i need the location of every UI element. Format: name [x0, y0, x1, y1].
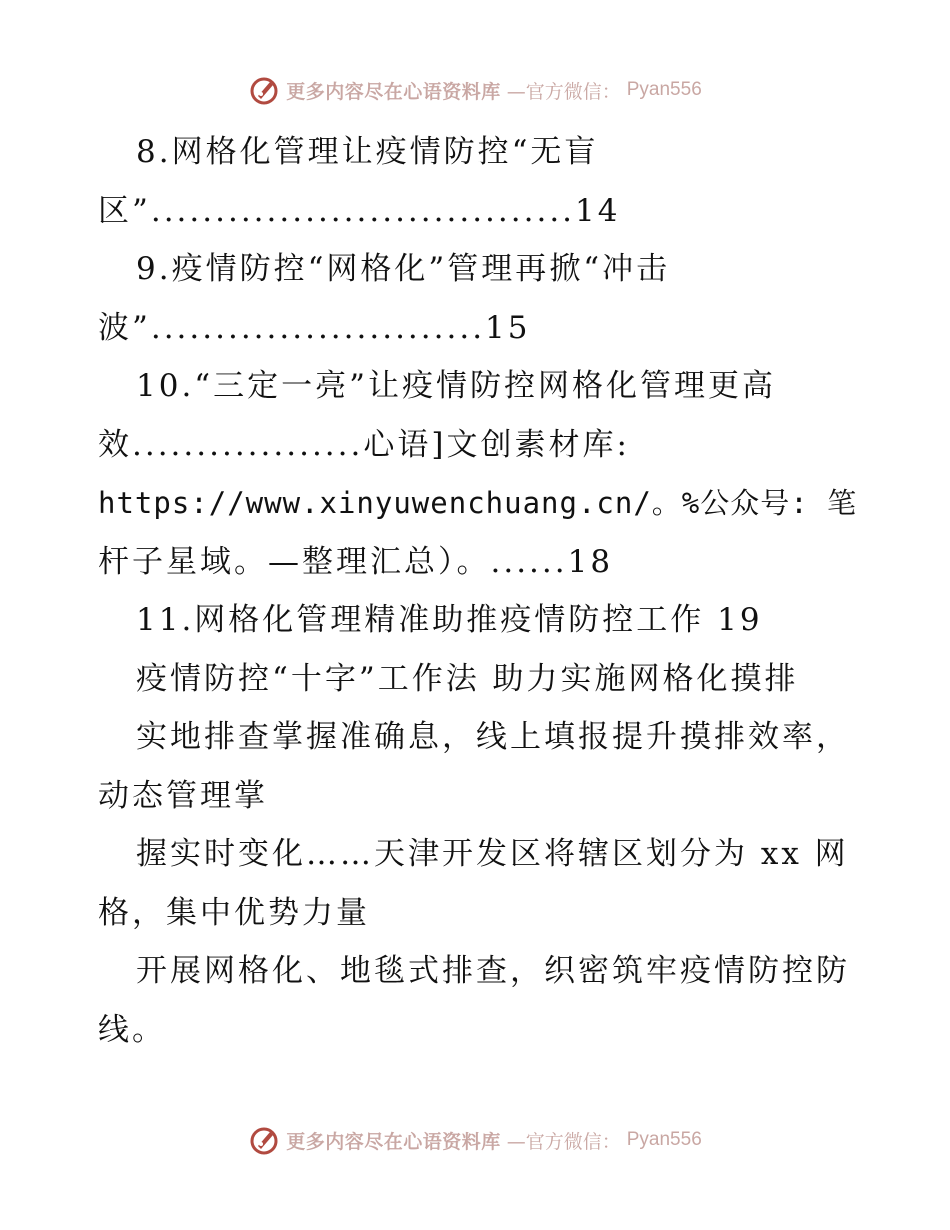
- paragraph-line: 握实时变化……天津开发区将辖区划分为 xx 网: [136, 836, 849, 872]
- document-body: [98, 123, 858, 1059]
- banner-title: 更多内容尽在心语资料库: [286, 80, 501, 103]
- paragraph-line: 格，集中优势力量: [98, 894, 370, 931]
- toc-entry-9-title: 9.疫情防控“网格化”管理再掀“冲击: [136, 251, 671, 287]
- banner-subtitle: —官方微信：: [506, 80, 621, 103]
- paragraph-line: 开展网格化、地毯式排查，织密筑牢疫情防控防: [136, 953, 850, 989]
- banner-title: 更多内容尽在心语资料库: [286, 1130, 501, 1153]
- toc-entry-10-title: 10.“三定一亮”让疫情防控网格化管理更高: [136, 368, 776, 404]
- toc-entry-8-title: 8.网格化管理让疫情防控“无盲: [136, 134, 599, 170]
- pen-nib-logo-icon: [248, 74, 280, 106]
- paragraph-line: 线。: [98, 1011, 166, 1048]
- section-heading: 疫情防控“十字”工作法 助力实施网格化摸排: [136, 660, 799, 697]
- header-banner: [0, 70, 950, 110]
- banner-subtitle: —官方微信：: [506, 1130, 621, 1153]
- banner-wechat-id: Pyan556: [626, 79, 702, 100]
- toc-entry-10-url: https://www.xinyuwenchuang.cn/。%公众号: 笔: [98, 486, 858, 520]
- footer-banner: [0, 1120, 950, 1160]
- pen-nib-logo-icon: [248, 1124, 280, 1156]
- toc-entry-10-page: 杆子星域。—整理汇总）。......18: [98, 543, 614, 580]
- toc-entry-10-leader: 效..................心语]文创素材库:: [98, 426, 630, 463]
- banner-wechat-id: Pyan556: [626, 1129, 702, 1150]
- toc-entry-8-leader: 区”.................................14: [98, 192, 621, 229]
- paragraph-line: 动态管理掌: [98, 777, 268, 814]
- toc-entry-9-leader: 波”..........................15: [98, 309, 531, 346]
- toc-entry-11: 11.网格化管理精准助推疫情防控工作 19: [136, 602, 763, 638]
- paragraph-line: 实地排查掌握准确息，线上填报提升摸排效率，: [136, 719, 850, 755]
